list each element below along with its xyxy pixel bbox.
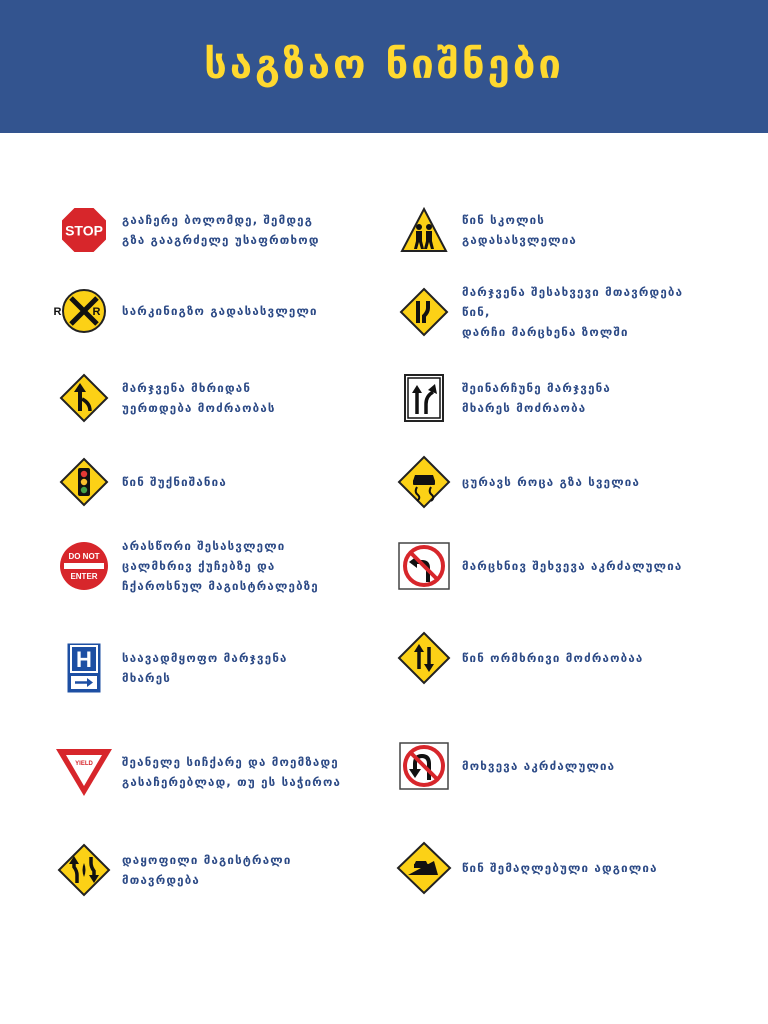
sign-item-yield	[58, 746, 357, 798]
sign-label-hill: წინ შემაღლებული ადგილია	[462, 861, 658, 875]
hill-ahead-icon	[398, 842, 450, 894]
right-lane-ends-icon	[398, 286, 450, 338]
sign-item-two-way	[398, 632, 697, 684]
stop-sign-text: STOP	[65, 222, 103, 239]
school-crossing-icon	[398, 204, 450, 256]
right-lane-turn-icon	[398, 372, 450, 424]
page-title: საგზაო ნიშნები	[204, 41, 564, 88]
sign-label-right-lane-ends: მარჯვენა შესახვევი მთავრდება წინ, დარჩი მარცხენა ზოლში	[462, 285, 684, 339]
yield-sign-text: YIELD	[75, 761, 93, 767]
sign-item-hospital	[58, 642, 357, 694]
sign-item-slippery	[398, 456, 697, 508]
divided-highway-icon	[58, 844, 110, 896]
sign-item-school	[398, 204, 697, 256]
hospital-sign-text: H	[76, 647, 92, 672]
sign-item-keep-right	[398, 372, 697, 424]
header-banner	[0, 0, 768, 133]
sign-label-stop: გააჩერე ბოლომდე, შემდეგ გზა გააგრძელე უსაფრთხოდ	[122, 213, 320, 247]
sign-item-traffic-light	[58, 456, 357, 508]
hospital-icon	[58, 642, 110, 694]
sign-label-two-way: წინ ორმხრივი მოძრაობაა	[462, 651, 644, 665]
sign-label-merge: მარჯვენა მხრიდან უერთდება მოძრაობას	[122, 381, 276, 415]
sign-label-hospital: საავადმყოფო მარჯვენა მხარეს	[122, 651, 288, 685]
sign-item-no-left-turn	[398, 540, 697, 592]
do-not-enter-icon	[58, 540, 110, 592]
sign-label-do-not-enter: არასწორი შესასვლელი ცალმხრივ ქუჩებზე და ჩქაროსნულ მაგისტრალებზე	[122, 539, 319, 593]
railroad-crossing-icon	[53, 285, 115, 337]
sign-item-no-u-turn	[398, 740, 697, 792]
traffic-light-icon	[58, 456, 110, 508]
sign-label-no-u-turn: მოხვევა აკრძალულია	[462, 759, 616, 773]
sign-item-merge	[58, 372, 357, 424]
sign-item-divided-highway	[58, 844, 357, 896]
sign-label-keep-right: შეინარჩუნე მარჯვენა მხარეს მოძრაობა	[462, 381, 611, 415]
sign-label-school: წინ სკოლის გადასასვლელია	[462, 213, 577, 247]
railroad-sign-text: R R	[53, 306, 115, 318]
sign-label-divided-highway: დაყოფილი მაგისტრალი მთავრდება	[122, 853, 292, 887]
yield-icon	[58, 746, 110, 798]
sign-item-do-not-enter	[58, 536, 357, 596]
do-not-enter-bottom-text: ENTER	[70, 572, 98, 581]
sign-item-railroad	[53, 285, 357, 337]
sign-label-no-left-turn: მარცხნივ შეხვევა აკრძალულია	[462, 559, 683, 573]
sign-label-slippery: ცურავს როცა გზა სველია	[462, 475, 641, 489]
sign-item-right-lane-ends	[398, 282, 697, 342]
sign-item-hill	[398, 842, 697, 894]
sign-label-traffic-light: წინ შუქნიშანია	[122, 475, 227, 489]
two-way-traffic-icon	[398, 632, 450, 684]
do-not-enter-top-text: DO NOT	[68, 552, 100, 561]
no-u-turn-icon	[398, 740, 450, 792]
slippery-road-icon	[398, 456, 450, 508]
sign-item-stop	[58, 204, 357, 256]
stop-sign-icon	[58, 204, 110, 256]
merge-right-icon	[58, 372, 110, 424]
no-left-turn-icon	[398, 540, 450, 592]
sign-label-yield: შეანელე სიჩქარე და მოემზადე გასაჩერებლად, თუ ეს საჭიროა	[122, 755, 342, 789]
sign-label-railroad: სარკინიგზო გადასასვლელი	[122, 304, 318, 318]
